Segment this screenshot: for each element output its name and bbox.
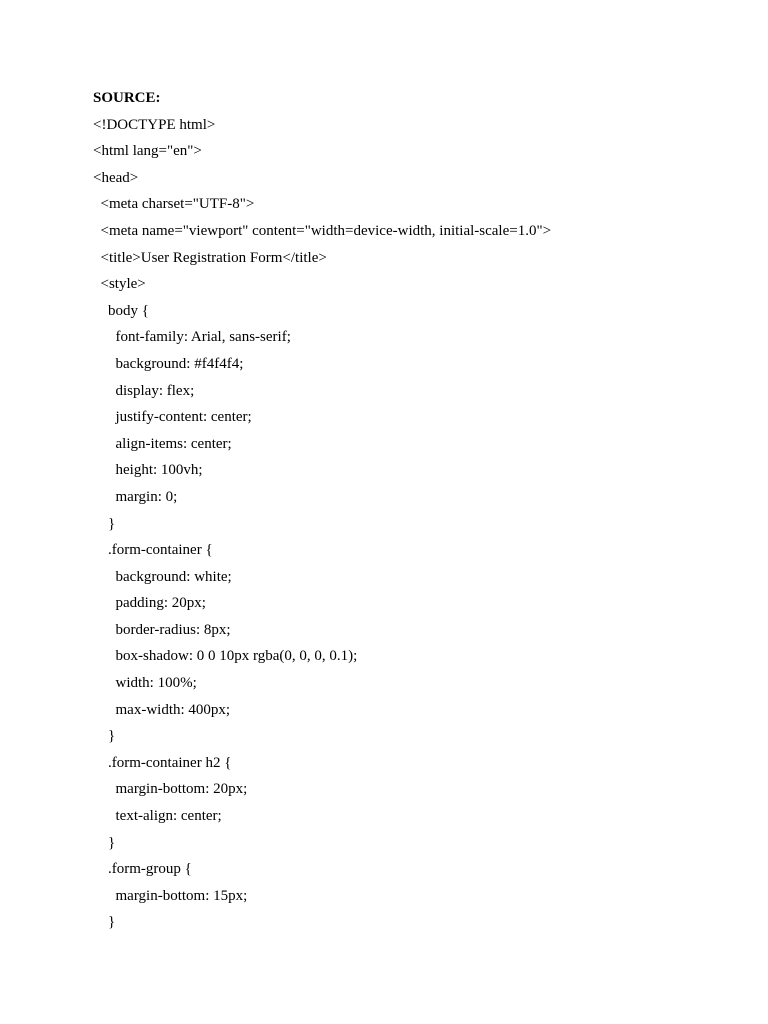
code-line: <meta charset="UTF-8"> — [93, 196, 255, 213]
code-line: } — [93, 515, 116, 532]
code-line: font-family: Arial, sans-serif; — [93, 329, 291, 346]
code-line: <style> — [93, 276, 146, 293]
code-line: <head> — [93, 169, 139, 186]
document-body — [93, 85, 713, 936]
code-line: <meta name="viewport" content="width=device-width, initial-scale=1.0"> — [93, 222, 552, 239]
code-line: <html lang="en"> — [93, 143, 202, 160]
code-line: border-radius: 8px; — [93, 621, 231, 638]
code-line: padding: 20px; — [93, 595, 206, 612]
code-line: .form-container { — [93, 542, 213, 559]
code-line: width: 100%; — [93, 675, 197, 692]
code-line: body { — [93, 302, 149, 319]
code-line: margin: 0; — [93, 488, 178, 505]
code-line: background: white; — [93, 568, 232, 585]
code-line: margin-bottom: 20px; — [93, 781, 248, 798]
code-line: height: 100vh; — [93, 462, 203, 479]
source-heading: SOURCE: — [93, 90, 161, 106]
code-line: text-align: center; — [93, 808, 222, 825]
code-line: } — [93, 834, 116, 851]
code-line: .form-group { — [93, 861, 192, 878]
code-line: <!DOCTYPE html> — [93, 116, 216, 133]
code-line: background: #f4f4f4; — [93, 355, 244, 372]
code-line: align-items: center; — [93, 435, 232, 452]
code-line: justify-content: center; — [93, 409, 252, 426]
code-line: box-shadow: 0 0 10px rgba(0, 0, 0, 0.1); — [93, 648, 358, 665]
code-line: display: flex; — [93, 382, 195, 399]
code-line: } — [93, 914, 116, 931]
code-line: margin-bottom: 15px; — [93, 887, 248, 904]
code-line: } — [93, 728, 116, 745]
code-line: <title>User Registration Form</title> — [93, 249, 327, 266]
code-line: .form-container h2 { — [93, 754, 232, 771]
code-line: max-width: 400px; — [93, 701, 231, 718]
